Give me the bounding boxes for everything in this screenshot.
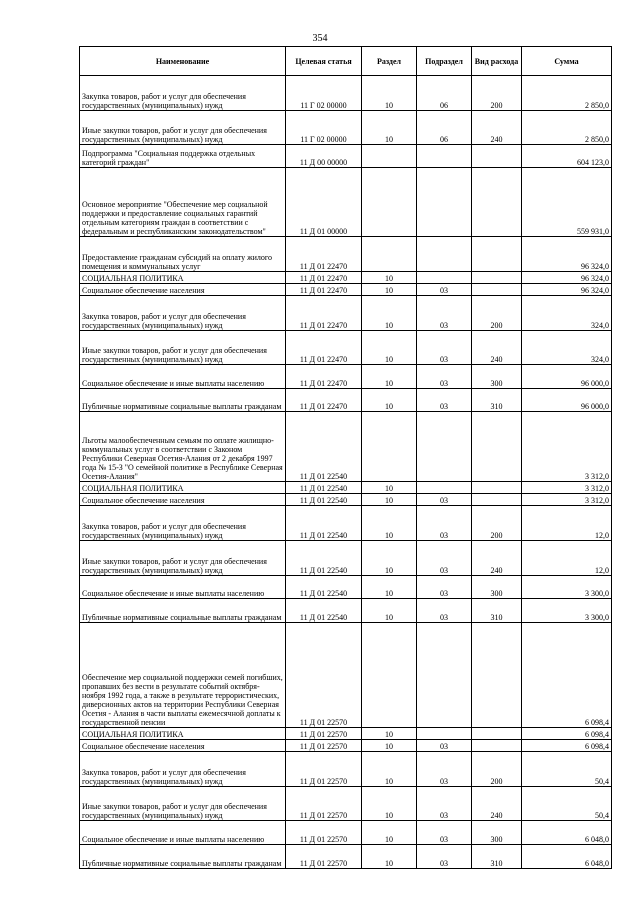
table-row xyxy=(80,740,612,752)
table-row xyxy=(80,365,612,389)
header-section: Раздел xyxy=(362,47,417,76)
row-subsection: 03 xyxy=(417,541,472,576)
row-expense-type xyxy=(472,482,522,494)
table-row xyxy=(80,599,612,623)
row-name: СОЦИАЛЬНАЯ ПОЛИТИКА xyxy=(80,272,286,284)
row-sum: 96 000,0 xyxy=(522,365,612,389)
header-expense-type: Вид расхода xyxy=(472,47,522,76)
row-code: 11 Д 01 22570 xyxy=(286,821,362,845)
row-subsection: 06 xyxy=(417,111,472,145)
row-section: 10 xyxy=(362,76,417,111)
row-subsection: 03 xyxy=(417,389,472,412)
row-code: 11 Д 01 22540 xyxy=(286,494,362,506)
row-section: 10 xyxy=(362,541,417,576)
row-expense-type: 240 xyxy=(472,111,522,145)
row-name: Обеспечение мер социальной поддержки семей погибших, пропавших без вести в результате событий октября-ноября 1992 года, а также в результате террористических, диверсионных актов на территории Республики Северная Осетия - Алания в части выплаты ежемесячной доплаты к государственной пенсии xyxy=(80,623,286,728)
row-sum: 3 312,0 xyxy=(522,494,612,506)
row-section: 10 xyxy=(362,576,417,599)
row-expense-type: 240 xyxy=(472,787,522,821)
row-name: Закупка товаров, работ и услуг для обеспечения государственных (муниципальных) нужд xyxy=(80,76,286,111)
table-row xyxy=(80,76,612,111)
row-expense-type: 200 xyxy=(472,76,522,111)
row-sum: 96 324,0 xyxy=(522,272,612,284)
row-subsection: 03 xyxy=(417,845,472,869)
row-subsection xyxy=(417,482,472,494)
row-expense-type xyxy=(472,272,522,284)
row-section: 10 xyxy=(362,482,417,494)
table-row xyxy=(80,821,612,845)
row-section: 10 xyxy=(362,296,417,331)
row-code: 11 Д 01 22570 xyxy=(286,787,362,821)
row-section: 10 xyxy=(362,272,417,284)
row-subsection: 03 xyxy=(417,494,472,506)
row-code: 11 Д 01 22570 xyxy=(286,728,362,740)
table-row xyxy=(80,506,612,541)
row-subsection: 03 xyxy=(417,365,472,389)
row-name: Социальное обеспечение и иные выплаты населению xyxy=(80,576,286,599)
row-code: 11 Д 01 22470 xyxy=(286,331,362,365)
table-row xyxy=(80,845,612,869)
row-name: Социальное обеспечение населения xyxy=(80,494,286,506)
table-row xyxy=(80,237,612,272)
row-section: 10 xyxy=(362,494,417,506)
row-expense-type xyxy=(472,740,522,752)
table-row xyxy=(80,111,612,145)
row-name: Социальное обеспечение населения xyxy=(80,740,286,752)
row-sum: 96 324,0 xyxy=(522,284,612,296)
row-expense-type: 300 xyxy=(472,821,522,845)
row-expense-type: 200 xyxy=(472,296,522,331)
row-sum: 6 048,0 xyxy=(522,845,612,869)
row-expense-type xyxy=(472,494,522,506)
row-expense-type: 310 xyxy=(472,845,522,869)
row-name: Предоставление гражданам субсидий на оплату жилого помещения и коммунальных услуг xyxy=(80,237,286,272)
row-section: 10 xyxy=(362,752,417,787)
row-subsection: 03 xyxy=(417,740,472,752)
row-sum: 2 850,0 xyxy=(522,76,612,111)
row-subsection: 03 xyxy=(417,599,472,623)
row-sum: 3 312,0 xyxy=(522,482,612,494)
row-code: 11 Г 02 00000 xyxy=(286,76,362,111)
row-code: 11 Д 01 22540 xyxy=(286,541,362,576)
row-subsection xyxy=(417,145,472,168)
row-expense-type: 310 xyxy=(472,389,522,412)
row-sum: 6 098,4 xyxy=(522,740,612,752)
row-sum: 3 312,0 xyxy=(522,412,612,482)
row-subsection: 03 xyxy=(417,331,472,365)
table-row xyxy=(80,412,612,482)
row-code: 11 Д 01 22470 xyxy=(286,237,362,272)
row-subsection: 03 xyxy=(417,821,472,845)
row-expense-type xyxy=(472,284,522,296)
table-row xyxy=(80,623,612,728)
row-section: 10 xyxy=(362,845,417,869)
row-subsection: 03 xyxy=(417,576,472,599)
row-name: Публичные нормативные социальные выплаты гражданам xyxy=(80,599,286,623)
table-row xyxy=(80,145,612,168)
table-row xyxy=(80,284,612,296)
row-name: Закупка товаров, работ и услуг для обеспечения государственных (муниципальных) нужд xyxy=(80,296,286,331)
table-row xyxy=(80,331,612,365)
row-subsection xyxy=(417,272,472,284)
row-subsection: 03 xyxy=(417,296,472,331)
row-name: Публичные нормативные социальные выплаты гражданам xyxy=(80,389,286,412)
row-subsection xyxy=(417,728,472,740)
table-row xyxy=(80,576,612,599)
row-name: Социальное обеспечение и иные выплаты населению xyxy=(80,365,286,389)
row-name: Социальное обеспечение населения xyxy=(80,284,286,296)
row-expense-type: 240 xyxy=(472,541,522,576)
row-expense-type xyxy=(472,728,522,740)
row-section: 10 xyxy=(362,506,417,541)
table-row xyxy=(80,752,612,787)
row-sum: 324,0 xyxy=(522,296,612,331)
row-expense-type xyxy=(472,237,522,272)
row-sum: 3 300,0 xyxy=(522,576,612,599)
row-expense-type xyxy=(472,623,522,728)
table-row xyxy=(80,482,612,494)
row-subsection: 03 xyxy=(417,284,472,296)
table-row xyxy=(80,296,612,331)
row-sum: 559 931,0 xyxy=(522,168,612,237)
row-name: Подпрограмма "Социальная поддержка отдельных категорий граждан" xyxy=(80,145,286,168)
row-sum: 12,0 xyxy=(522,541,612,576)
row-name: СОЦИАЛЬНАЯ ПОЛИТИКА xyxy=(80,728,286,740)
row-expense-type: 240 xyxy=(472,331,522,365)
table-row xyxy=(80,494,612,506)
row-name: Социальное обеспечение и иные выплаты населению xyxy=(80,821,286,845)
row-section xyxy=(362,412,417,482)
row-section xyxy=(362,237,417,272)
row-section: 10 xyxy=(362,599,417,623)
row-code: 11 Д 01 22540 xyxy=(286,599,362,623)
row-sum: 3 300,0 xyxy=(522,599,612,623)
header-sum: Сумма xyxy=(522,47,612,76)
row-subsection xyxy=(417,168,472,237)
header-code: Целевая статья xyxy=(286,47,362,76)
row-subsection xyxy=(417,412,472,482)
row-name: Публичные нормативные социальные выплаты гражданам xyxy=(80,845,286,869)
table-row xyxy=(80,272,612,284)
header-subsection: Подраздел xyxy=(417,47,472,76)
row-section: 10 xyxy=(362,111,417,145)
row-name: Льготы малообеспеченным семьям по оплате жилищно-коммунальных услуг в соответствии с Законом Республики Северная Осетия-Алания от 2 декабря 1997 года № 15-З "О семейной политике в Республике Северная Осетия-Алания" xyxy=(80,412,286,482)
row-section: 10 xyxy=(362,787,417,821)
row-code: 11 Д 01 22540 xyxy=(286,506,362,541)
row-code: 11 Д 01 22470 xyxy=(286,365,362,389)
table-row xyxy=(80,728,612,740)
row-section: 10 xyxy=(362,740,417,752)
row-expense-type: 310 xyxy=(472,599,522,623)
row-section xyxy=(362,168,417,237)
row-sum: 6 048,0 xyxy=(522,821,612,845)
row-section: 10 xyxy=(362,284,417,296)
header-name: Наименование xyxy=(80,47,286,76)
row-expense-type: 200 xyxy=(472,506,522,541)
row-name: СОЦИАЛЬНАЯ ПОЛИТИКА xyxy=(80,482,286,494)
row-name: Иные закупки товаров, работ и услуг для обеспечения государственных (муниципальных) нужд xyxy=(80,541,286,576)
row-expense-type: 200 xyxy=(472,752,522,787)
row-subsection: 03 xyxy=(417,752,472,787)
row-code: 11 Д 01 22540 xyxy=(286,412,362,482)
row-sum: 6 098,4 xyxy=(522,623,612,728)
row-section: 10 xyxy=(362,365,417,389)
row-section: 10 xyxy=(362,331,417,365)
table-row xyxy=(80,541,612,576)
row-name: Иные закупки товаров, работ и услуг для обеспечения государственных (муниципальных) нужд xyxy=(80,111,286,145)
row-expense-type xyxy=(472,145,522,168)
row-name: Закупка товаров, работ и услуг для обеспечения государственных (муниципальных) нужд xyxy=(80,752,286,787)
row-code: 11 Д 01 22570 xyxy=(286,752,362,787)
table-row xyxy=(80,168,612,237)
row-subsection: 03 xyxy=(417,506,472,541)
row-code: 11 Д 01 22540 xyxy=(286,576,362,599)
row-sum: 324,0 xyxy=(522,331,612,365)
budget-table xyxy=(79,46,612,869)
row-section: 10 xyxy=(362,821,417,845)
table-row xyxy=(80,389,612,412)
row-section xyxy=(362,623,417,728)
row-code: 11 Г 02 00000 xyxy=(286,111,362,145)
row-name: Закупка товаров, работ и услуг для обеспечения государственных (муниципальных) нужд xyxy=(80,506,286,541)
row-code: 11 Д 01 22470 xyxy=(286,296,362,331)
row-code: 11 Д 01 22470 xyxy=(286,272,362,284)
row-sum: 50,4 xyxy=(522,752,612,787)
row-section: 10 xyxy=(362,728,417,740)
row-code: 11 Д 01 22470 xyxy=(286,389,362,412)
row-expense-type xyxy=(472,168,522,237)
row-sum: 604 123,0 xyxy=(522,145,612,168)
row-name: Иные закупки товаров, работ и услуг для обеспечения государственных (муниципальных) нужд xyxy=(80,787,286,821)
row-sum: 50,4 xyxy=(522,787,612,821)
row-sum: 96 324,0 xyxy=(522,237,612,272)
row-expense-type: 300 xyxy=(472,365,522,389)
row-code: 11 Д 00 00000 xyxy=(286,145,362,168)
row-code: 11 Д 01 22570 xyxy=(286,623,362,728)
row-code: 11 Д 01 22570 xyxy=(286,740,362,752)
row-sum: 96 000,0 xyxy=(522,389,612,412)
row-section: 10 xyxy=(362,389,417,412)
row-subsection: 06 xyxy=(417,76,472,111)
row-section xyxy=(362,145,417,168)
row-sum: 2 850,0 xyxy=(522,111,612,145)
row-name: Основное мероприятие "Обеспечение мер социальной поддержки и предоставление социальных гарантий отдельным категориям граждан в соответствии с федеральным и республиканским законодательством" xyxy=(80,168,286,237)
row-expense-type xyxy=(472,412,522,482)
row-name: Иные закупки товаров, работ и услуг для обеспечения государственных (муниципальных) нужд xyxy=(80,331,286,365)
row-sum: 6 098,4 xyxy=(522,728,612,740)
row-subsection: 03 xyxy=(417,787,472,821)
table-row xyxy=(80,787,612,821)
row-code: 11 Д 01 00000 xyxy=(286,168,362,237)
row-subsection xyxy=(417,237,472,272)
row-code: 11 Д 01 22570 xyxy=(286,845,362,869)
table-header-row xyxy=(80,47,612,76)
row-expense-type: 300 xyxy=(472,576,522,599)
page-number: 354 xyxy=(312,33,328,44)
row-subsection xyxy=(417,623,472,728)
row-sum: 12,0 xyxy=(522,506,612,541)
row-code: 11 Д 01 22470 xyxy=(286,284,362,296)
row-code: 11 Д 01 22540 xyxy=(286,482,362,494)
